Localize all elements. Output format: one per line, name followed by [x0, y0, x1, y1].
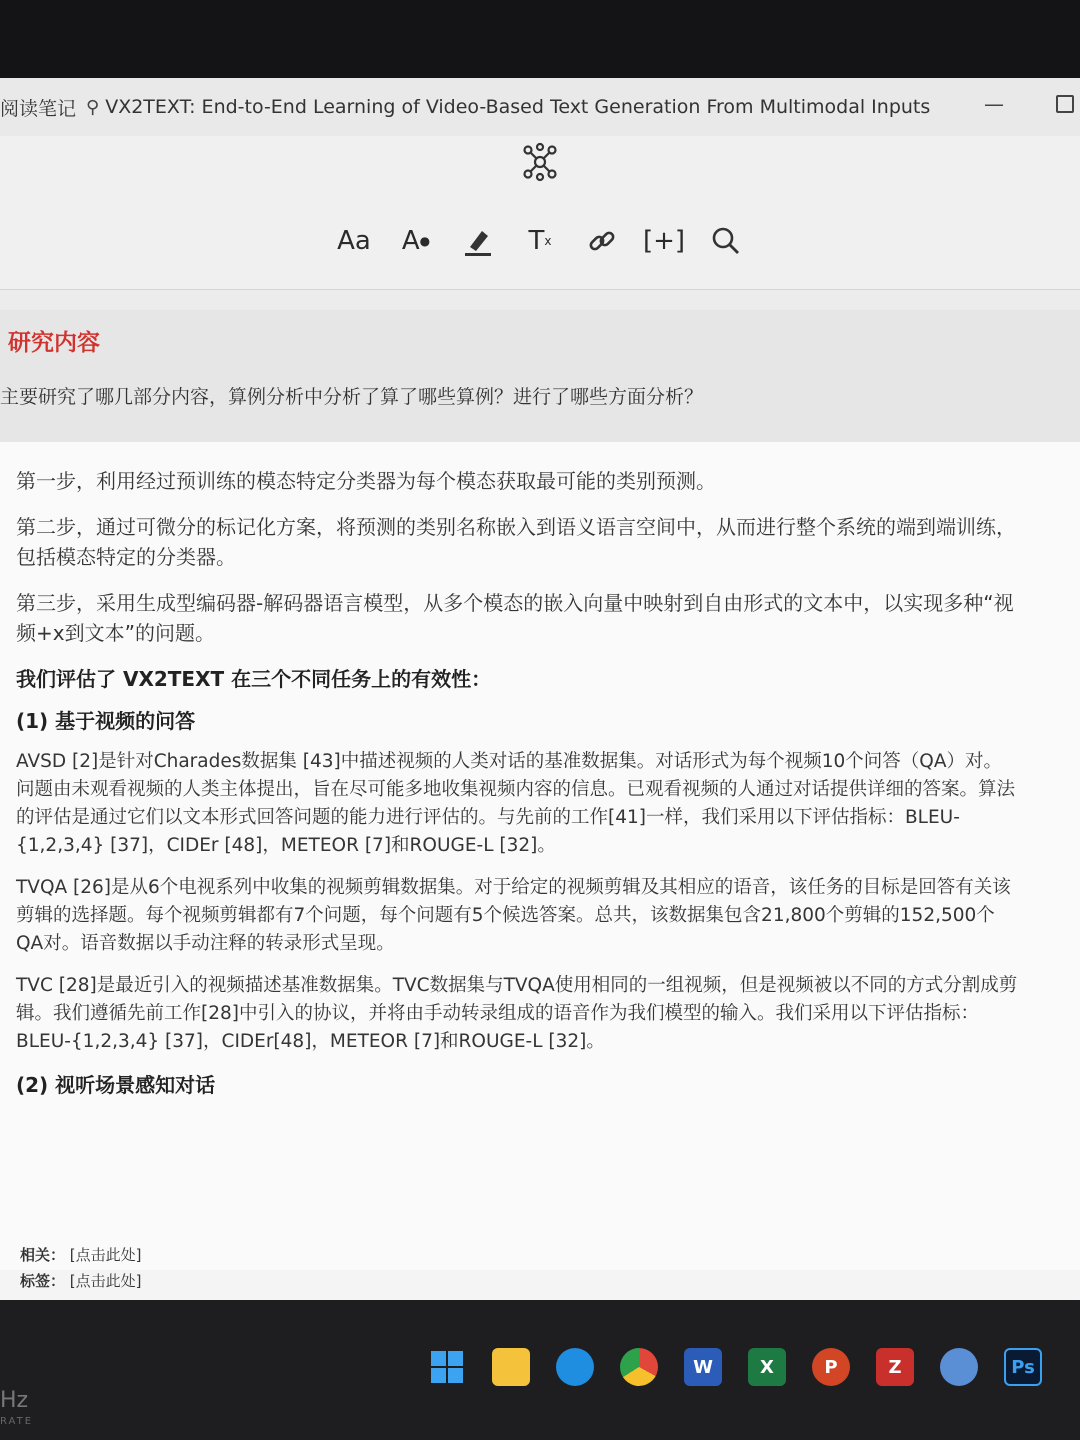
step-three-paragraph: 第三步，采用生成型编码器-解码器语言模型，从多个模态的嵌入向量中映射到自由形式的文本中，以实现多种“视频+x到文本”的问题。 [16, 591, 1014, 645]
chrome-icon[interactable] [620, 1348, 658, 1386]
zotero-icon[interactable]: Z [876, 1348, 914, 1386]
clear-format-button[interactable]: T x [528, 225, 552, 256]
step-one-paragraph: 第一步，利用经过预训练的模态特定分类器为每个模态获取最可能的类别预测。 [16, 469, 716, 493]
tvc-paragraph: TVC [28]是最近引入的视频描述基准数据集。TVC数据集与TVQA使用相同的一组视频，但是视频被以不同的方式分割成剪辑。我们遵循先前工作[28]中引入的协议，并将由手动转录组成的语音作为我们模型的输入。我们采用以下评估指标：BLEU-{1,2,3,4} [37]，CIDEr[48]，METEOR [7]和ROUGE-L [32]。 [16, 975, 1018, 1052]
section-header [0, 310, 1080, 442]
word-letter: W [693, 1356, 713, 1378]
windows-start-icon[interactable] [428, 1348, 466, 1386]
task-one-heading: (1) 基于视频的问答 [16, 709, 196, 733]
monitor-hz-label: Hz [0, 1388, 29, 1413]
taskbar [0, 1300, 1080, 1440]
monitor-rate-label: RATE [0, 1416, 34, 1427]
step-two-paragraph: 第二步，通过可微分的标记化方案，将预测的类别名称嵌入到语义语言空间中，从而进行整个系统的端到端训练，包括模态特定的分类器。 [16, 515, 1016, 569]
spacer-band [0, 290, 1080, 310]
maximize-button[interactable] [1056, 95, 1074, 113]
tvqa-paragraph: TVQA [26]是从6个电视系列中收集的视频剪辑数据集。对于给定的视频剪辑及其相应的语音，该任务的目标是回答有关该剪辑的选择题。每个视频剪辑都有7个问题，每个问题有5个候选答案。总共，该数据集包含21,800个剪辑的152,500个QA对。语音数据以手动注释的转录形式呈现。 [16, 877, 1011, 954]
excel-letter: X [760, 1356, 774, 1378]
related-link[interactable]: [点击此处] [69, 1246, 142, 1264]
file-explorer-icon[interactable] [492, 1348, 530, 1386]
network-app-icon[interactable] [940, 1348, 978, 1386]
photoshop-icon[interactable] [1004, 1348, 1042, 1386]
link-icon[interactable] [584, 223, 620, 259]
font-size-label: A [401, 225, 420, 256]
monitor-bezel [0, 0, 1080, 78]
section-question: 主要研究了哪几部分内容，算例分析中分析了算了哪些算例？进行了哪些方面分析？ [0, 386, 704, 408]
clear-format-label: T [528, 225, 545, 256]
related-label: 相关： [20, 1246, 66, 1264]
notes-window [0, 78, 1080, 1300]
powerpoint-icon[interactable] [812, 1348, 850, 1386]
note-content[interactable] [0, 442, 1080, 1270]
app-name: 阅读笔记 [0, 97, 77, 120]
excel-icon[interactable] [748, 1348, 786, 1386]
ppt-letter: P [824, 1356, 838, 1378]
document-title: VX2TEXT: End-to-End Learning of Video-Based Text Generation From Multimodal Inputs [105, 96, 931, 118]
word-icon[interactable] [684, 1348, 722, 1386]
mindmap-row [0, 136, 1080, 192]
highlight-icon[interactable] [460, 223, 496, 259]
title-bar [0, 78, 1080, 136]
mindmap-icon[interactable] [520, 142, 560, 186]
section-heading: 研究内容 [8, 330, 100, 356]
evaluation-heading: 我们评估了 VX2TEXT 在三个不同任务上的有效性： [16, 667, 492, 691]
font-button[interactable]: Aa [337, 225, 371, 256]
edge-icon[interactable] [556, 1348, 594, 1386]
related-row [20, 1244, 142, 1265]
task-two-heading: (2) 视听场景感知对话 [16, 1073, 216, 1097]
tags-label: 标签： [20, 1272, 66, 1290]
search-icon[interactable] [708, 223, 744, 259]
tags-link[interactable]: [点击此处] [69, 1272, 142, 1290]
expand-button[interactable]: [+] [642, 225, 686, 256]
ps-letter: Ps [1011, 1356, 1035, 1378]
avsd-paragraph: AVSD [2]是针对Charades数据集 [43]中描述视频的人类对话的基准数据集。对话形式为每个视频10个问答（QA）对。问题由未观看视频的人类主体提出，旨在尽可能多地收集视频内容的信息。已观看视频的人通过对话提供详细的答案。算法的评估是通过它们以文本形式回答问题的能力进行评估的。与先前的工作[41]一样，我们采用以下评估指标：BLEU-{1,2,3,4} [37]，CIDEr [48]，METEOR [7]和ROUGE-L [32]。 [16, 751, 1016, 856]
minimize-button[interactable]: — [984, 92, 1004, 116]
format-toolbar [0, 192, 1080, 290]
tags-row [20, 1270, 142, 1291]
pin-icon[interactable]: ⚲ [86, 96, 100, 118]
font-size-button[interactable]: A ● [401, 225, 431, 256]
